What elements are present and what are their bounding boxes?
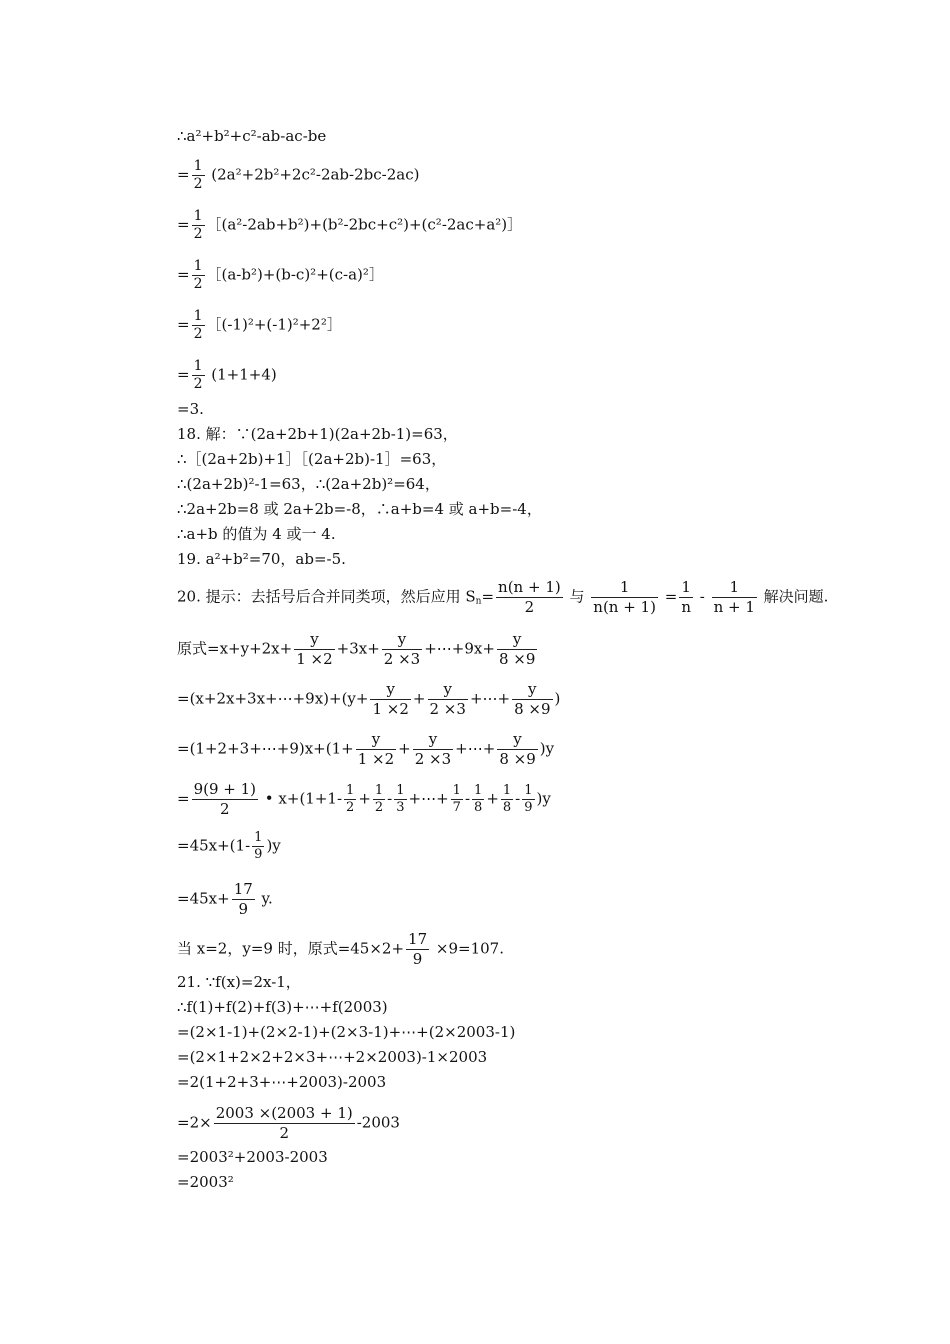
line-17: =(1+2+3+⋯+9)x+(1+ $\frac{y}{1 \times 2}$ + $\frac{y}{2 \times 3}$ +⋯+ $\frac{y}{8 \times 9}$ )y — [177, 730, 555, 768]
fraction-half: $\frac{1}{2}$ — [193, 358, 203, 392]
line-21: 当 x=2，y=9 时，原式=45×2+ $\frac{17}{9}$ ×9=107. — [177, 930, 504, 968]
line-26: =2(1+2+3+⋯+2003)-2003 — [177, 1073, 387, 1091]
line-2: = $\frac{1}{2}$ (2a²+2b²+2c²-2ab-2bc-2ac) — [177, 158, 420, 192]
fraction: $\frac{y}{1 \times 2}$ — [372, 680, 409, 718]
line-28: =2003²+2003-2003 — [177, 1148, 328, 1166]
fraction-half: $\frac{1}{2}$ — [193, 258, 203, 292]
fraction-sum-formula: $\frac{n(n + 1)}{2}$ — [498, 578, 561, 616]
fraction-half: $\frac{1}{2}$ — [193, 308, 203, 342]
line-20: =45x+ $\frac{17}{9}$ y. — [177, 880, 273, 918]
line-9: ∴［(2a+2b)+1］［(2a+2b)-1］=63， — [177, 450, 447, 468]
line-14: 20. 提示：去括号后合并同类项，然后应用 $S_n=$ $\frac{n(n + 1)}{2}$ 与 $\frac{1}{n(n + 1)}$ = $\frac{1}{n}$ - $\frac{1}{n + 1}$ 解决问题. — [177, 578, 829, 616]
line-10: ∴(2a+2b)²-1=63，∴(2a+2b)²=64， — [177, 475, 440, 493]
line-24: =(2×1-1)+(2×2-1)+(2×3-1)+⋯+(2×2003-1) — [177, 1023, 516, 1041]
fraction: $\frac{17}{9}$ — [233, 880, 253, 918]
line-6: = $\frac{1}{2}$ (1+1+4) — [177, 358, 277, 392]
line-1: ∴a²+b²+c²-ab-ac-be — [177, 127, 327, 145]
line-25: =(2×1+2×2+2×3+⋯+2×2003)-1×2003 — [177, 1048, 488, 1066]
line-15: 原式=x+y+2x+ $\frac{y}{1 \times 2}$ +3x+ $\frac{y}{2 \times 3}$ +⋯+9x+ $\frac{y}{8 \times 9}$ — [177, 630, 536, 668]
fraction: $\frac{9(9 + 1)}{2}$ — [193, 780, 257, 818]
fraction-half: $\frac{1}{2}$ — [193, 158, 203, 192]
fraction: $\frac{1}{8}$ — [474, 783, 483, 815]
fraction: $\frac{y}{1 \times 2}$ — [296, 630, 333, 668]
line-8: 18. 解：∵(2a+2b+1)(2a+2b-1)=63， — [177, 425, 458, 443]
fraction: $\frac{17}{9}$ — [408, 930, 428, 968]
fraction: $\frac{y}{2 \times 3}$ — [429, 680, 466, 718]
line-12: ∴a+b 的值为 4 或一 4. — [177, 525, 336, 543]
line-16: =(x+2x+3x+⋯+9x)+(y+ $\frac{y}{1 \times 2}$ + $\frac{y}{2 \times 3}$ +⋯+ $\frac{y}{8 \times 9}$ ) — [177, 680, 561, 718]
fraction: $\frac{y}{2 \times 3}$ — [383, 630, 421, 668]
line-7: =3. — [177, 400, 204, 418]
fraction: $\frac{y}{2 \times 3}$ — [414, 730, 452, 768]
fraction: $\frac{y}{8 \times 9}$ — [499, 730, 536, 768]
line-13: 19. a²+b²=70，ab=-5. — [177, 550, 346, 568]
fraction: $\frac{1}{8}$ — [502, 783, 512, 815]
line-22: 21. ∵f(x)=2x-1， — [177, 973, 301, 991]
fraction: $\frac{2003 \times(2003 + 1)}{2}$ — [215, 1104, 353, 1142]
line-3: = $\frac{1}{2}$ ［(a²-2ab+b²)+(b²-2bc+c²)+(c²-2ac+a²)］ — [177, 208, 523, 242]
line-18: = $\frac{9(9 + 1)}{2}$ • x+(1+1- $\frac{1}{2}$ + $\frac{1}{2}$ - $\frac{1}{3}$ +⋯+ $\frac{1}{7}$ - $\frac{1}{8}$ + $\frac{1}{8}$ - $\frac{1}{9}$ )y — [177, 780, 551, 818]
fraction-half: $\frac{1}{2}$ — [193, 208, 203, 242]
fraction: $\frac{1}{2}$ — [374, 783, 384, 815]
fraction-one-over-n-plus-1: $\frac{1}{n + 1}$ — [713, 578, 755, 616]
fraction: $\frac{1}{7}$ — [452, 783, 461, 815]
line-5: = $\frac{1}{2}$ ［(-1)²+(-1)²+2²］ — [177, 308, 342, 342]
fraction: $\frac{y}{8 \times 9}$ — [514, 680, 551, 718]
fraction: $\frac{1}{9}$ — [524, 783, 533, 815]
fraction: $\frac{1}{3}$ — [396, 783, 405, 815]
line-23: ∴f(1)+f(2)+f(3)+⋯+f(2003) — [177, 998, 388, 1016]
line-29: =2003² — [177, 1173, 234, 1191]
line-27: =2× $\frac{2003 \times(2003 + 1)}{2}$ -2003 — [177, 1104, 400, 1142]
fraction: $\frac{y}{1 \times 2}$ — [357, 730, 395, 768]
line-11: ∴2a+2b=8 或 2a+2b=-8，∴a+b=4 或 a+b=-4， — [177, 500, 542, 518]
fraction-reciprocal: $\frac{1}{n(n + 1)}$ — [593, 578, 656, 616]
fraction-one-over-n: $\frac{1}{n}$ — [681, 578, 691, 616]
fraction: $\frac{y}{8 \times 9}$ — [498, 630, 536, 668]
fraction: $\frac{1}{9}$ — [254, 830, 263, 862]
fraction: $\frac{1}{2}$ — [346, 783, 355, 815]
line-19: =45x+(1- $\frac{1}{9}$ )y — [177, 830, 281, 862]
line-4: = $\frac{1}{2}$ ［(a-b²)+(b-c)²+(c-a)²］ — [177, 258, 384, 292]
